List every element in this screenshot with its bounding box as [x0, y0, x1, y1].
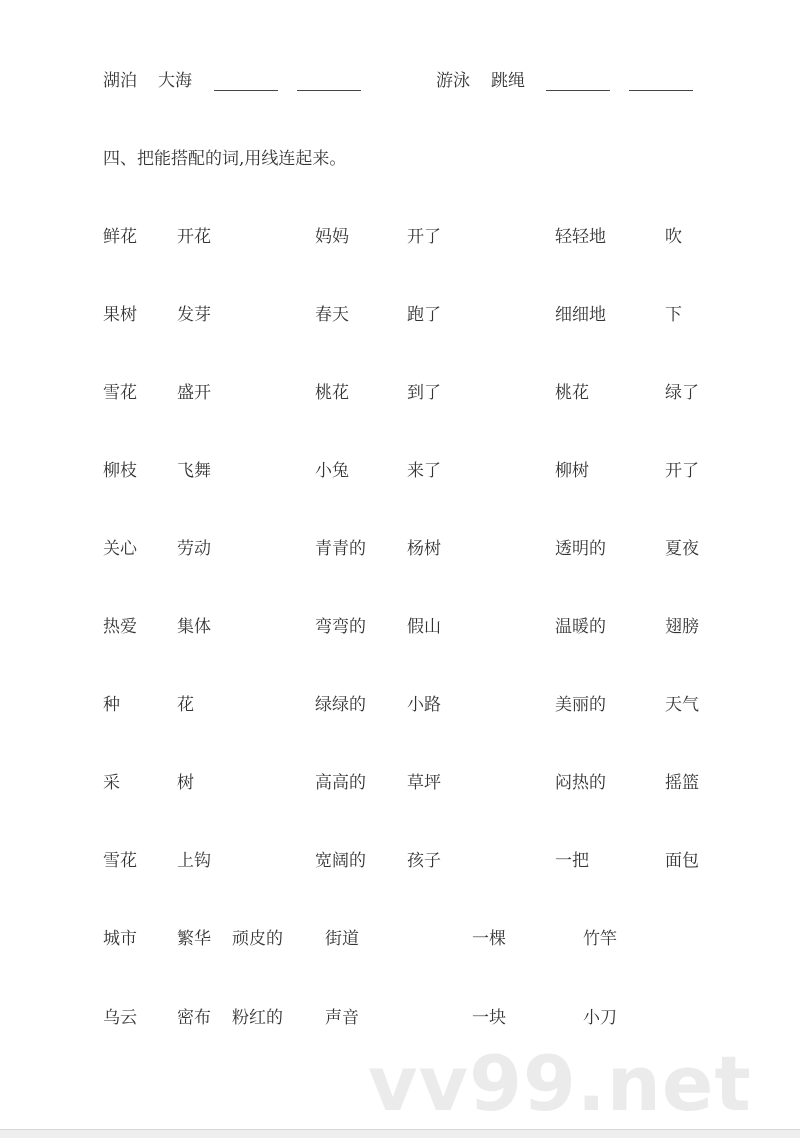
word: 湖泊 — [103, 71, 137, 91]
match-word[interactable]: 跑了 — [407, 305, 441, 325]
match-word[interactable]: 集体 — [177, 617, 211, 637]
match-word[interactable]: 街道 — [325, 929, 359, 949]
match-word[interactable]: 到了 — [407, 383, 441, 403]
match-word[interactable]: 雪花 — [103, 383, 137, 403]
match-word[interactable]: 乌云 — [103, 1008, 137, 1028]
answer-blank[interactable] — [546, 90, 610, 91]
match-word[interactable]: 天气 — [665, 695, 699, 715]
match-word[interactable]: 高高的 — [315, 773, 366, 793]
word: 游泳 — [436, 71, 470, 91]
match-word[interactable]: 上钩 — [177, 851, 211, 871]
section-title: 四、把能搭配的词,用线连起来。 — [103, 149, 347, 169]
match-word[interactable]: 开了 — [407, 227, 441, 247]
match-word[interactable]: 桃花 — [555, 383, 589, 403]
match-word[interactable]: 小兔 — [315, 461, 349, 481]
match-word[interactable]: 摇篮 — [665, 773, 699, 793]
match-word[interactable]: 小刀 — [583, 1008, 617, 1028]
word: 跳绳 — [491, 71, 525, 91]
answer-blank[interactable] — [629, 90, 693, 91]
match-word[interactable]: 关心 — [103, 539, 137, 559]
match-word[interactable]: 弯弯的 — [315, 617, 366, 637]
match-word[interactable]: 雪花 — [103, 851, 137, 871]
match-word[interactable]: 美丽的 — [555, 695, 606, 715]
match-word[interactable]: 孩子 — [407, 851, 441, 871]
match-word[interactable]: 春天 — [315, 305, 349, 325]
match-word[interactable]: 一棵 — [472, 929, 506, 949]
match-word[interactable]: 小路 — [407, 695, 441, 715]
match-word[interactable]: 飞舞 — [177, 461, 211, 481]
match-word[interactable]: 柳树 — [555, 461, 589, 481]
match-word[interactable]: 一把 — [555, 851, 589, 871]
match-word[interactable]: 一块 — [472, 1008, 506, 1028]
word: 大海 — [158, 71, 192, 91]
match-word[interactable]: 面包 — [665, 851, 699, 871]
match-word[interactable]: 鲜花 — [103, 227, 137, 247]
match-word[interactable]: 声音 — [325, 1008, 359, 1028]
match-word[interactable]: 下 — [665, 305, 682, 325]
match-word[interactable]: 种 — [103, 695, 120, 715]
match-word[interactable]: 绿绿的 — [315, 695, 366, 715]
answer-blank[interactable] — [214, 90, 278, 91]
answer-blank[interactable] — [297, 90, 361, 91]
match-word[interactable]: 杨树 — [407, 539, 441, 559]
match-word[interactable]: 妈妈 — [315, 227, 349, 247]
match-word[interactable]: 青青的 — [315, 539, 366, 559]
match-word[interactable]: 树 — [177, 773, 194, 793]
match-word[interactable]: 夏夜 — [665, 539, 699, 559]
match-word[interactable]: 热爱 — [103, 617, 137, 637]
match-word[interactable]: 盛开 — [177, 383, 211, 403]
match-word[interactable]: 细细地 — [555, 305, 606, 325]
match-word[interactable]: 顽皮的 — [232, 929, 283, 949]
match-word[interactable]: 翅膀 — [665, 617, 699, 637]
match-word[interactable]: 来了 — [407, 461, 441, 481]
match-word[interactable]: 劳动 — [177, 539, 211, 559]
match-word[interactable]: 桃花 — [315, 383, 349, 403]
match-word[interactable]: 绿了 — [665, 383, 699, 403]
match-word[interactable]: 竹竿 — [583, 929, 617, 949]
match-word[interactable]: 温暖的 — [555, 617, 606, 637]
match-word[interactable]: 透明的 — [555, 539, 606, 559]
match-word[interactable]: 城市 — [103, 929, 137, 949]
match-word[interactable]: 草坪 — [407, 773, 441, 793]
match-word[interactable]: 开花 — [177, 227, 211, 247]
match-word[interactable]: 轻轻地 — [555, 227, 606, 247]
match-word[interactable]: 发芽 — [177, 305, 211, 325]
watermark: vv99.net — [368, 1039, 752, 1128]
match-word[interactable]: 果树 — [103, 305, 137, 325]
match-word[interactable]: 密布 — [177, 1008, 211, 1028]
match-word[interactable]: 花 — [177, 695, 194, 715]
match-word[interactable]: 采 — [103, 773, 120, 793]
match-word[interactable]: 柳枝 — [103, 461, 137, 481]
match-word[interactable]: 开了 — [665, 461, 699, 481]
match-word[interactable]: 假山 — [407, 617, 441, 637]
match-word[interactable]: 闷热的 — [555, 773, 606, 793]
match-word[interactable]: 吹 — [665, 227, 682, 247]
match-word[interactable]: 粉红的 — [232, 1008, 283, 1028]
match-word[interactable]: 宽阔的 — [315, 851, 366, 871]
match-word[interactable]: 繁华 — [177, 929, 211, 949]
